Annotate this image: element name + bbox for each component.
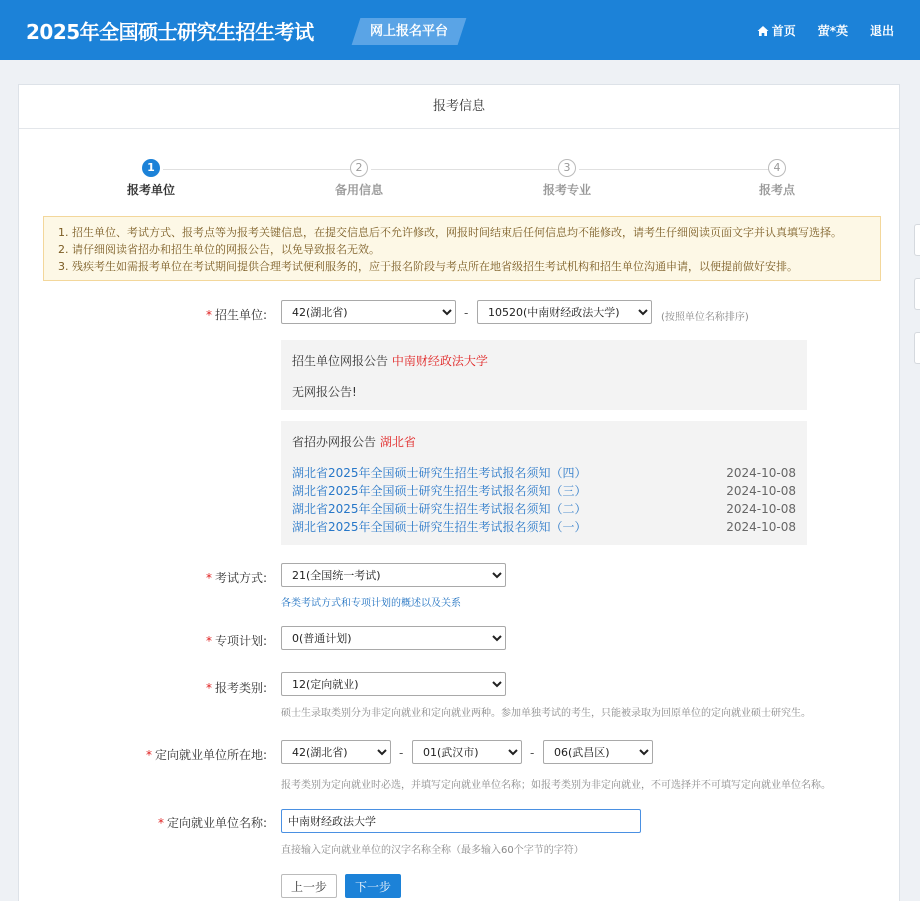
step-1 <box>101 159 201 198</box>
top-nav <box>735 22 894 39</box>
step-label: 报考单位 <box>126 183 175 197</box>
side-tab-2[interactable] <box>914 278 920 310</box>
announcement-link[interactable]: 湖北省2025年全国硕士研究生招生考试报名须知（四） <box>292 466 587 480</box>
announcement-item <box>292 464 796 482</box>
notice-line: 1. 招生单位、考试方式、报考点等为报考关键信息，在提交信息后不允许修改，网报时间结束后任何信息均不能修改，请考生仔细阅读页面文字并认真填写选择。 <box>58 226 842 239</box>
panel-title: 报考信息 <box>19 85 899 129</box>
category-select[interactable] <box>281 672 506 696</box>
step-4 <box>727 159 827 198</box>
step-number: 2 <box>350 159 368 177</box>
employer-name-input[interactable] <box>281 809 641 833</box>
announcement-date: 2024-10-08 <box>726 466 796 480</box>
category-label: * 报考类别: <box>205 681 267 695</box>
step-label: 报考点 <box>758 183 795 197</box>
notice-line: 3. 残疾考生如需报考单位在考试期间提供合理考试便利服务的，应于报名阶段与考点所在地省级招生考试机构和招生单位沟通申请，以便提前做好安排。 <box>58 260 798 273</box>
unit-province-select[interactable] <box>281 300 456 324</box>
step-progress <box>19 159 899 199</box>
unit-label: * 招生单位: <box>205 308 267 322</box>
announcement-link[interactable]: 湖北省2025年全国硕士研究生招生考试报名须知（一） <box>292 520 587 534</box>
announcement-link[interactable]: 湖北省2025年全国硕士研究生招生考试报名须知（三） <box>292 484 587 498</box>
announcement-item <box>292 482 796 500</box>
side-tab-1[interactable] <box>914 224 920 256</box>
notice-line: 2. 请仔细阅读省招办和招生单位的网报公告，以免导致报名无效。 <box>58 243 380 256</box>
step-label: 报考专业 <box>542 183 591 197</box>
notice-box <box>43 216 881 281</box>
employer-location-label: * 定向就业单位所在地: <box>145 748 267 762</box>
exam-mode-select[interactable] <box>281 563 506 587</box>
province-announcement-box <box>281 421 807 545</box>
announcement-link[interactable]: 湖北省2025年全国硕士研究生招生考试报名须知（二） <box>292 502 587 516</box>
exam-mode-label: * 考试方式: <box>205 571 267 585</box>
home-icon <box>757 25 769 37</box>
registration-panel <box>18 84 900 901</box>
announcement-date: 2024-10-08 <box>726 484 796 498</box>
announcement-date: 2024-10-08 <box>726 520 796 534</box>
step-number: 1 <box>142 159 160 177</box>
step-number: 4 <box>768 159 786 177</box>
province-announcement-head: 省招办网报公告 湖北省 <box>292 435 416 449</box>
exam-mode-overview-link[interactable]: 各类考试方式和专项计划的概述以及关系 <box>281 598 461 609</box>
nav-home-link[interactable] <box>757 22 796 39</box>
unit-announcement-box <box>281 340 807 410</box>
employer-location-hint: 报考类别为定向就业时必选，并填写定向就业单位名称；如报考类别为非定向就业，不可选择并不可填写定向就业单位名称。 <box>281 780 831 791</box>
special-plan-label: * 专项计划: <box>205 634 267 648</box>
side-tab-3[interactable] <box>914 332 920 364</box>
site-title: 2025年全国硕士研究生招生考试 <box>26 20 314 44</box>
unit-announcement-head: 招生单位网报公告 中南财经政法大学 <box>292 354 488 368</box>
employer-name-hint: 直接输入定向就业单位的汉字名称全称（最多输入60个字节的字符） <box>281 845 584 856</box>
separator-dash: - <box>464 306 469 320</box>
prev-step-button[interactable]: 上一步 <box>281 874 337 898</box>
step-number: 3 <box>558 159 576 177</box>
employer-city-select[interactable] <box>412 740 522 764</box>
announcement-list <box>292 464 796 536</box>
nav-user-link[interactable] <box>818 22 848 39</box>
separator-dash: - <box>530 746 535 760</box>
nav-home-label: 首页 <box>771 24 796 38</box>
category-hint: 硕士生录取类别分为非定向就业和定向就业两种。参加单独考试的考生，只能被录取为回原单位的定向就业硕士研究生。 <box>281 708 811 719</box>
special-plan-select[interactable] <box>281 626 506 650</box>
employer-name-label: * 定向就业单位名称: <box>157 816 267 830</box>
top-header <box>0 0 920 60</box>
announcement-item <box>292 500 796 518</box>
step-label: 备用信息 <box>334 183 383 197</box>
unit-sort-hint: (按照单位名称排序) <box>661 312 749 323</box>
separator-dash: - <box>399 746 404 760</box>
unit-school-select[interactable] <box>477 300 652 324</box>
platform-badge: 网上报名平台 <box>352 18 467 45</box>
nav-logout-label: 退出 <box>869 24 894 38</box>
announcement-item <box>292 518 796 536</box>
nav-user-label: 萤*英 <box>817 24 848 38</box>
employer-district-select[interactable] <box>543 740 653 764</box>
announcement-date: 2024-10-08 <box>726 502 796 516</box>
nav-logout-link[interactable] <box>870 22 894 39</box>
employer-province-select[interactable] <box>281 740 391 764</box>
step-3 <box>517 159 617 198</box>
next-step-button[interactable]: 下一步 <box>345 874 401 898</box>
step-2 <box>309 159 409 198</box>
unit-announcement-body: 无网报公告! <box>292 385 357 399</box>
